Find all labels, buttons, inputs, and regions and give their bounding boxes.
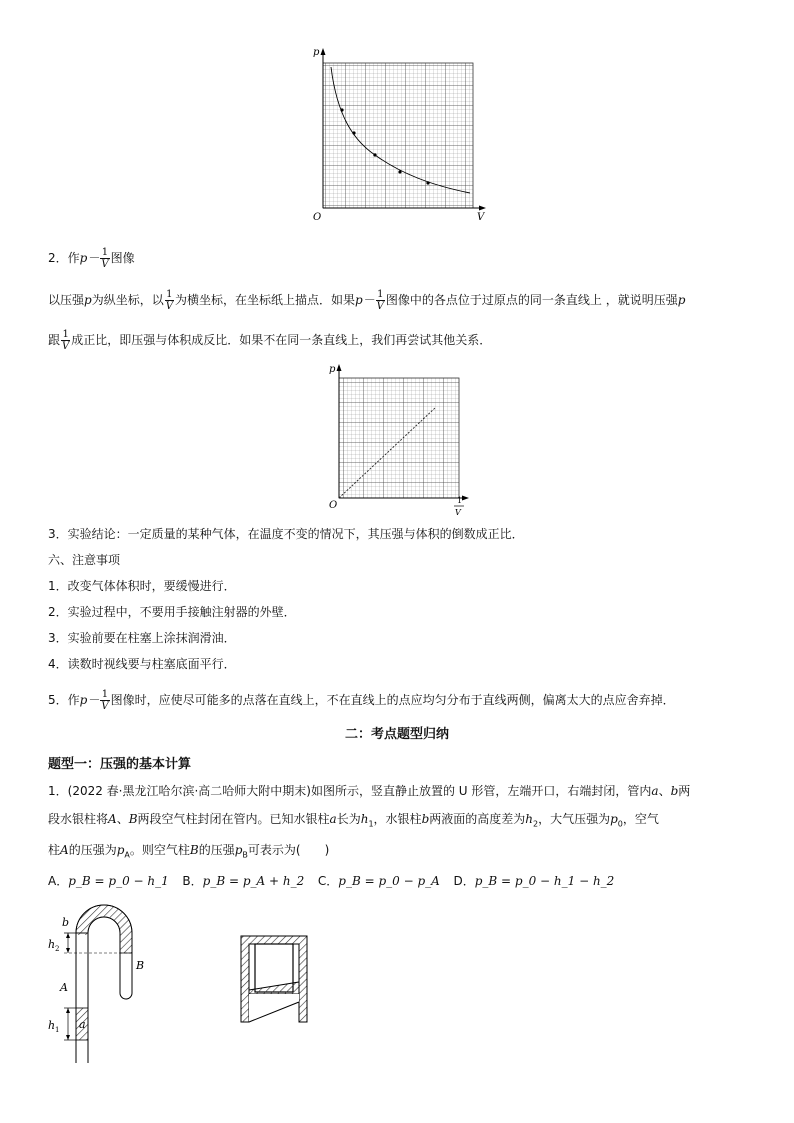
- label-h1: h: [48, 1019, 56, 1032]
- question1-options: [48, 872, 748, 890]
- note-item: 1．改变气体体积时，要缓慢进行．: [48, 579, 236, 593]
- note-item: 2．实验过程中，不要用手接触注射器的外壁．: [48, 605, 296, 619]
- label-B: B: [136, 959, 145, 972]
- note-item: 4．读数时视线要与柱塞底面平行．: [48, 657, 236, 671]
- option-c[interactable]: C．p_B = p_0 − p_A: [317, 874, 440, 888]
- axis-x-num: 1: [457, 496, 463, 505]
- question1-line3: 柱A的压强为$p_A$。则空气柱B的压强$p_B$可表示为( ): [48, 843, 330, 860]
- paragraph-line2: 跟 $\frac{1}{V}$ 成正比，即压强与体积成反比．如果不在同一条直线上，我们再尝试其他关系．: [48, 329, 492, 352]
- question-type-title: 题型一：压强的基本计算: [48, 757, 192, 772]
- step2-heading: 2．作p－ $\frac{1}{V}$ 图像: [48, 247, 135, 270]
- label-a: a: [79, 1018, 86, 1031]
- origin-label: O: [313, 212, 322, 223]
- label-h2: h: [48, 938, 56, 951]
- label-h2-sub: 2: [55, 945, 60, 953]
- note-item-5: 5．作p－ $\frac{1}{V}$ 图像时，应使尽可能多的点落在直线上，不在直线上的点应均匀分布于直线两侧，偏离太大的点应舍弃掉．: [48, 689, 675, 712]
- axis-x-den: V: [455, 508, 461, 517]
- conclusion: 3．实验结论：一定质量的某种气体，在温度不变的情况下，其压强与体积的倒数成正比．: [48, 527, 524, 541]
- p-invv-graph: [323, 362, 483, 517]
- u-tube-figure: [40, 895, 160, 1065]
- label-A: A: [60, 981, 68, 994]
- paragraph-line1: 以压强p为纵坐标，以 $\frac{1}{V}$ 为横坐标，在坐标纸上描点．如果p－ $\frac{1}{V}$ 图像中的各点位于过原点的同一条直线上 ，就说明压强p: [48, 289, 686, 312]
- axis-p-label: p: [313, 47, 320, 58]
- pv-graph: [305, 45, 495, 225]
- section-title: 二：考点题型归纳: [344, 727, 449, 742]
- note-item: 3．实验前要在柱塞上涂抹润滑油．: [48, 631, 236, 645]
- label-b: b: [62, 916, 70, 929]
- axis-p-label: p: [329, 364, 336, 375]
- option-a[interactable]: A．p_B = p_0 − h_1: [48, 874, 169, 888]
- option-b[interactable]: B．p_B = p_A + h_2: [182, 874, 305, 888]
- label-h1-sub: 1: [55, 1026, 60, 1034]
- question1-line1: 1．(2022 春·黑龙江哈尔滨·高二哈师大附中期末)如图所示，竖直静止放置的 U 形管，左端开口，右端封闭，管内a、b两: [48, 784, 691, 798]
- container-figure: [235, 930, 315, 1025]
- question1-line2: 段水银柱将A、B两段空气柱封闭在管内。已知水银柱a长为$h_1$，水银柱b两液面的高度差为$h_2$，大气压强为$p_0$，空气: [48, 812, 659, 829]
- option-d[interactable]: D．p_B = p_0 − h_1 − h_2: [453, 874, 615, 888]
- notes-heading: 六、注意事项: [48, 553, 121, 567]
- origin-label: O: [329, 500, 338, 511]
- axis-v-label: V: [477, 212, 485, 223]
